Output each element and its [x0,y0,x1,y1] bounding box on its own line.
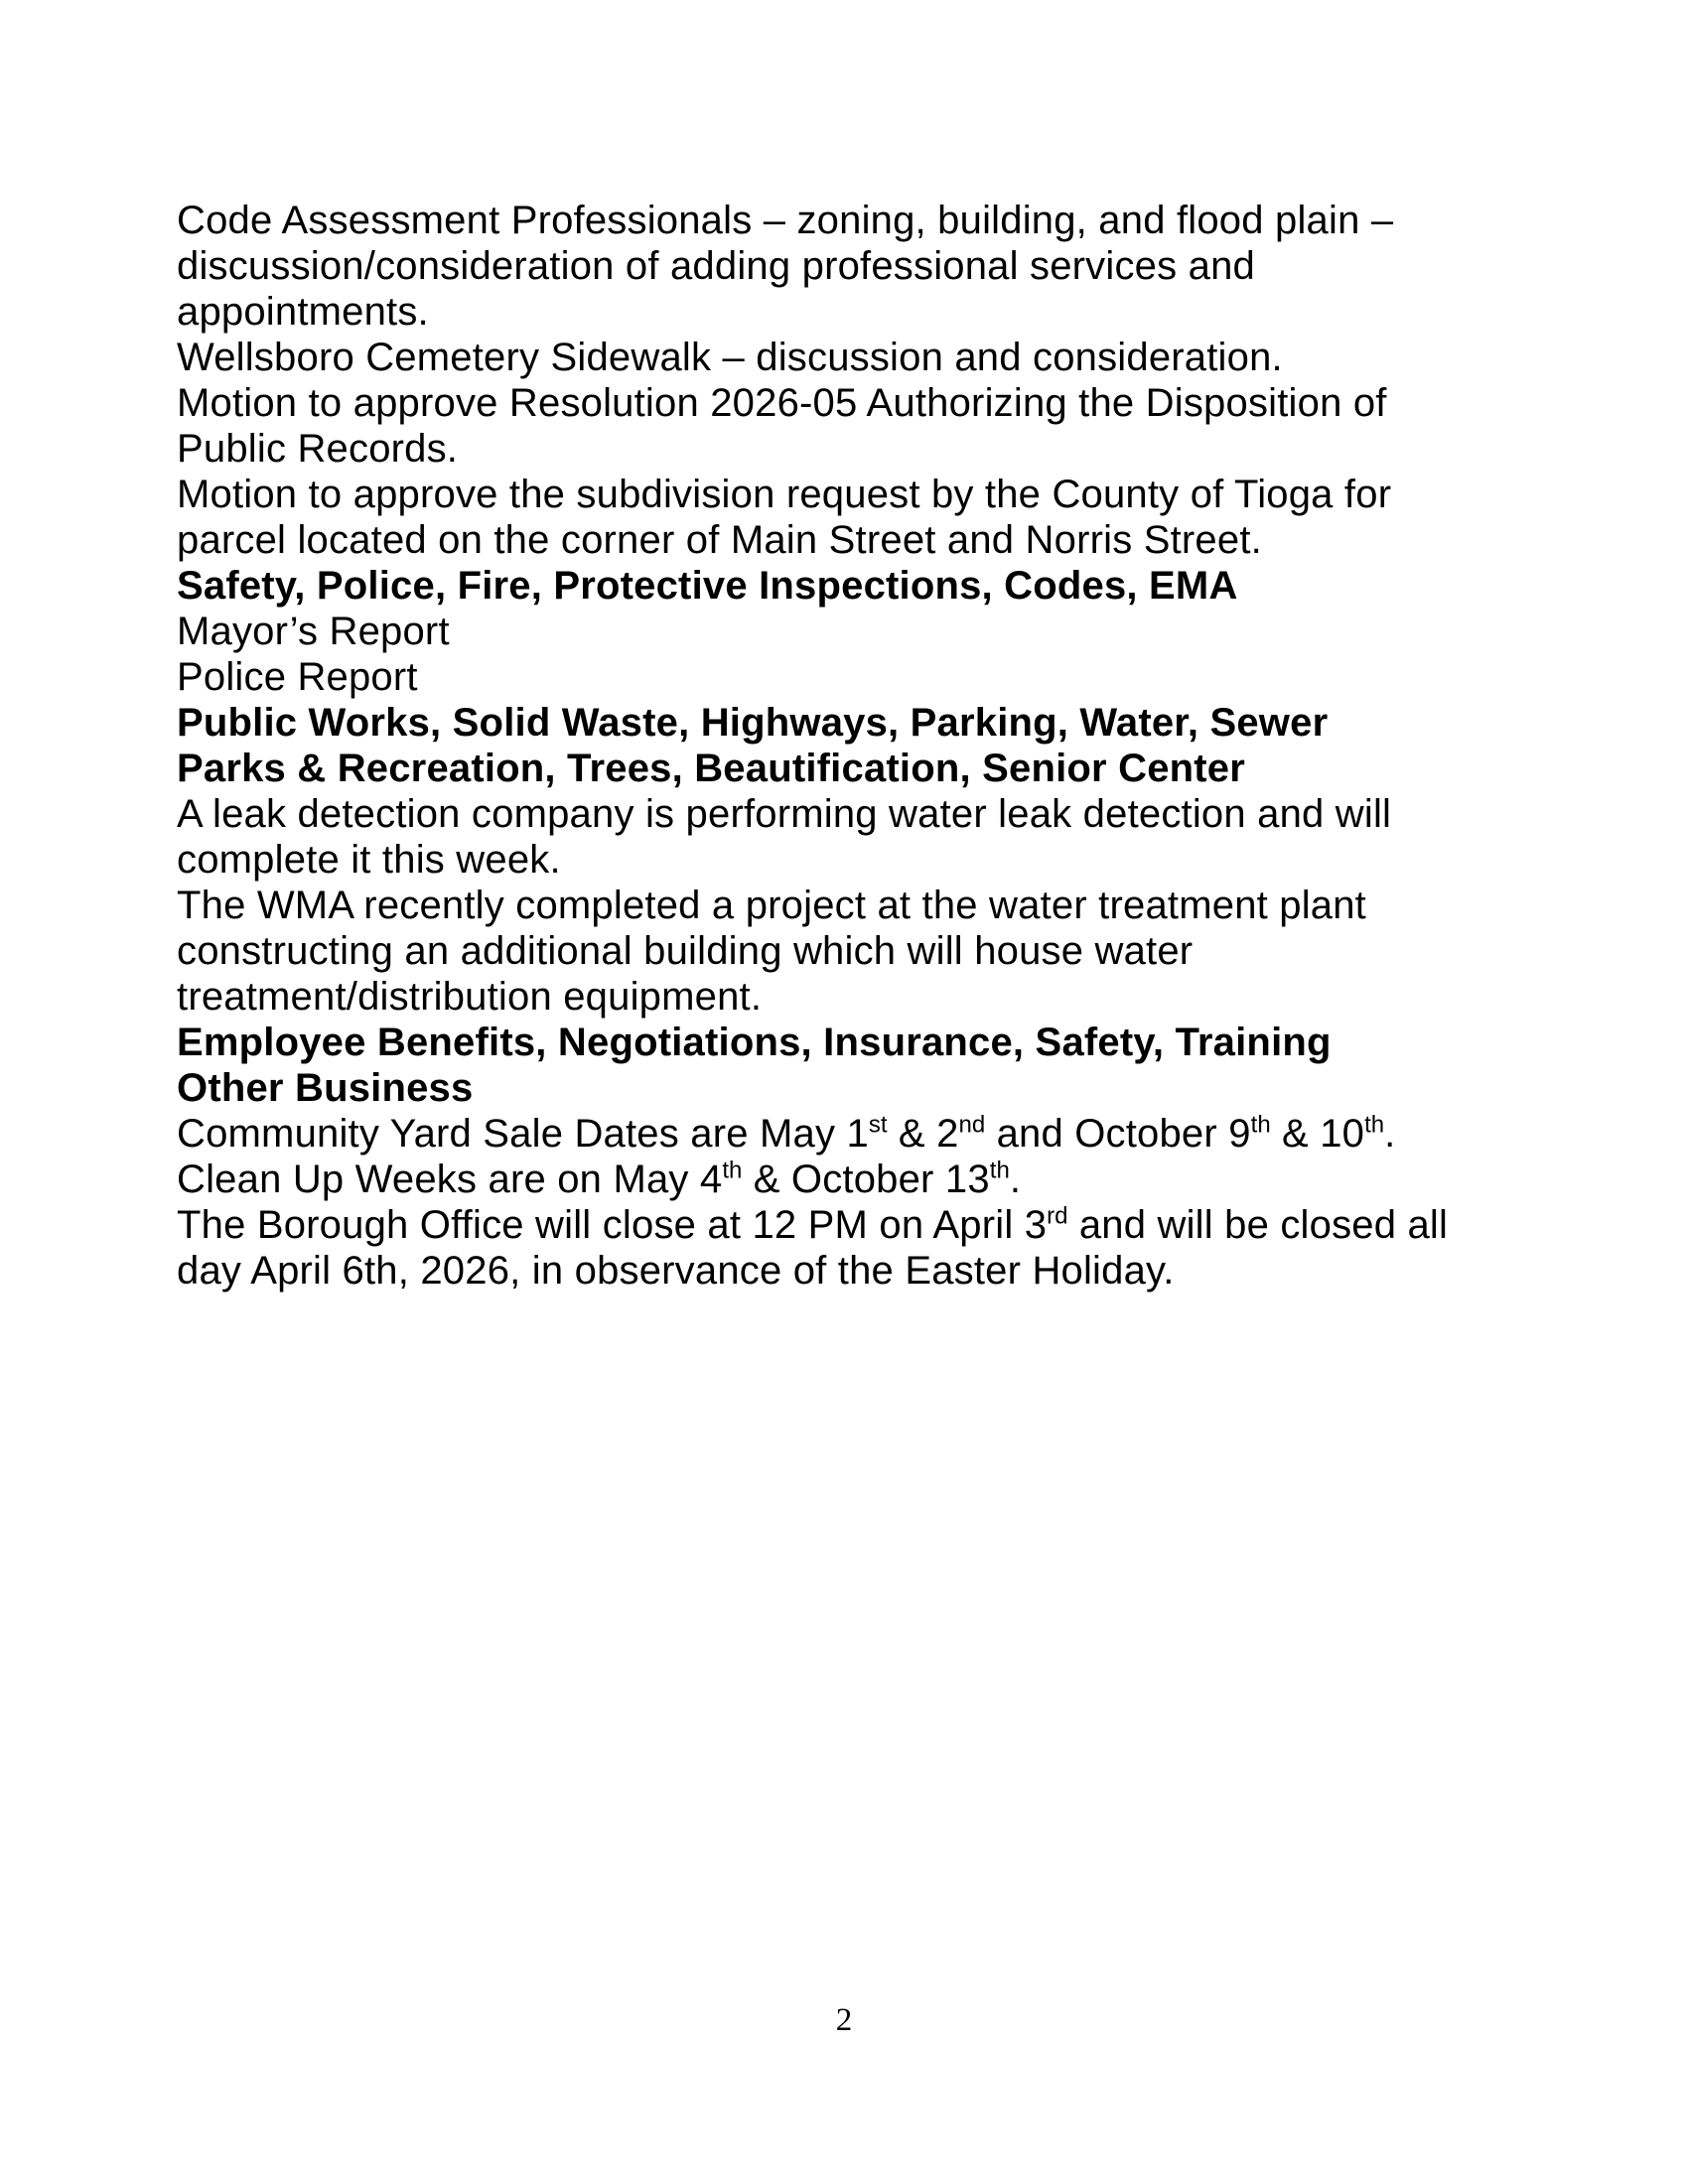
text-segment: and will be closed all [1067,1203,1449,1247]
paragraph-subdivision-motion [177,472,1567,563]
page-footer [0,2001,1688,2039]
superscript-ordinal: th [1250,1111,1271,1139]
text-segment: The Borough Office will close at 12 PM on April 3 [177,1203,1048,1247]
text-line: day April 6th, 2026, in observance of the Easter Holiday. [177,1249,1175,1293]
section-heading-employee-benefits [177,1020,1567,1065]
text-segment: & October 13 [742,1158,990,1201]
text-line: Employee Benefits, Negotiations, Insurance, Safety, Training [177,1021,1332,1064]
superscript-ordinal: st [868,1111,888,1139]
text-line: parcel located on the corner of Main Street and Norris Street. [177,518,1262,562]
superscript-ordinal: nd [958,1111,986,1139]
text-line: Public Works, Solid Waste, Highways, Parking, Water, Sewer [177,701,1329,745]
text-line: constructing an additional building which will house water [177,929,1194,973]
paragraph-wma-project [177,883,1567,1020]
superscript-ordinal: th [1364,1111,1385,1139]
page-number: 2 [835,2002,853,2038]
text-line: appointments. [177,290,429,334]
text-line: Code Assessment Professionals – zoning, building, and flood plain – [177,199,1394,242]
text-line [177,1202,1567,1248]
document-content [177,198,1567,1294]
text-line: Motion to approve Resolution 2026-05 Authorizing the Disposition of [177,381,1387,425]
paragraph-yard-sale-dates [177,1111,1567,1157]
superscript-ordinal: th [989,1157,1010,1184]
paragraph-resolution-motion [177,380,1567,472]
text-segment: Clean Up Weeks are on May 4 [177,1158,723,1201]
text-line [177,1157,1567,1202]
paragraph-leak-detection [177,791,1567,883]
paragraph-clean-up-weeks [177,1157,1567,1202]
text-line: Safety, Police, Fire, Protective Inspections, Codes, EMA [177,564,1238,608]
text-line: Other Business [177,1066,474,1110]
section-heading-other-business [177,1065,1567,1111]
text-line: Police Report [177,655,418,699]
paragraph-mayors-report [177,609,1567,654]
text-segment: . [1009,1158,1022,1201]
text-segment: & 2 [887,1112,959,1156]
text-line: The WMA recently completed a project at the water treatment plant [177,884,1366,927]
section-heading-safety [177,563,1567,609]
text-line: Public Records. [177,427,459,471]
text-line: complete it this week. [177,838,561,882]
text-line: A leak detection company is performing water leak detection and will [177,792,1392,836]
text-segment: and October 9 [985,1112,1251,1156]
text-line: discussion/consideration of adding professional services and [177,244,1255,288]
text-segment: & 10 [1270,1112,1365,1156]
text-segment: Community Yard Sale Dates are May 1 [177,1112,869,1156]
text-segment: . [1384,1112,1396,1156]
paragraph-code-assessment [177,198,1567,335]
text-line: treatment/distribution equipment. [177,975,763,1019]
text-line: Motion to approve the subdivision request by the County of Tioga for [177,473,1392,516]
superscript-ordinal: th [722,1157,743,1184]
text-line: Parks & Recreation, Trees, Beautification, Senior Center [177,747,1246,790]
text-line: Mayor’s Report [177,610,450,653]
text-line [177,1111,1567,1157]
text-line: Wellsboro Cemetery Sidewalk – discussion and consideration. [177,336,1283,379]
superscript-ordinal: rd [1047,1202,1068,1230]
section-heading-public-works [177,700,1567,791]
paragraph-police-report [177,654,1567,700]
paragraph-cemetery-sidewalk [177,335,1567,380]
paragraph-borough-office-closure [177,1202,1567,1294]
